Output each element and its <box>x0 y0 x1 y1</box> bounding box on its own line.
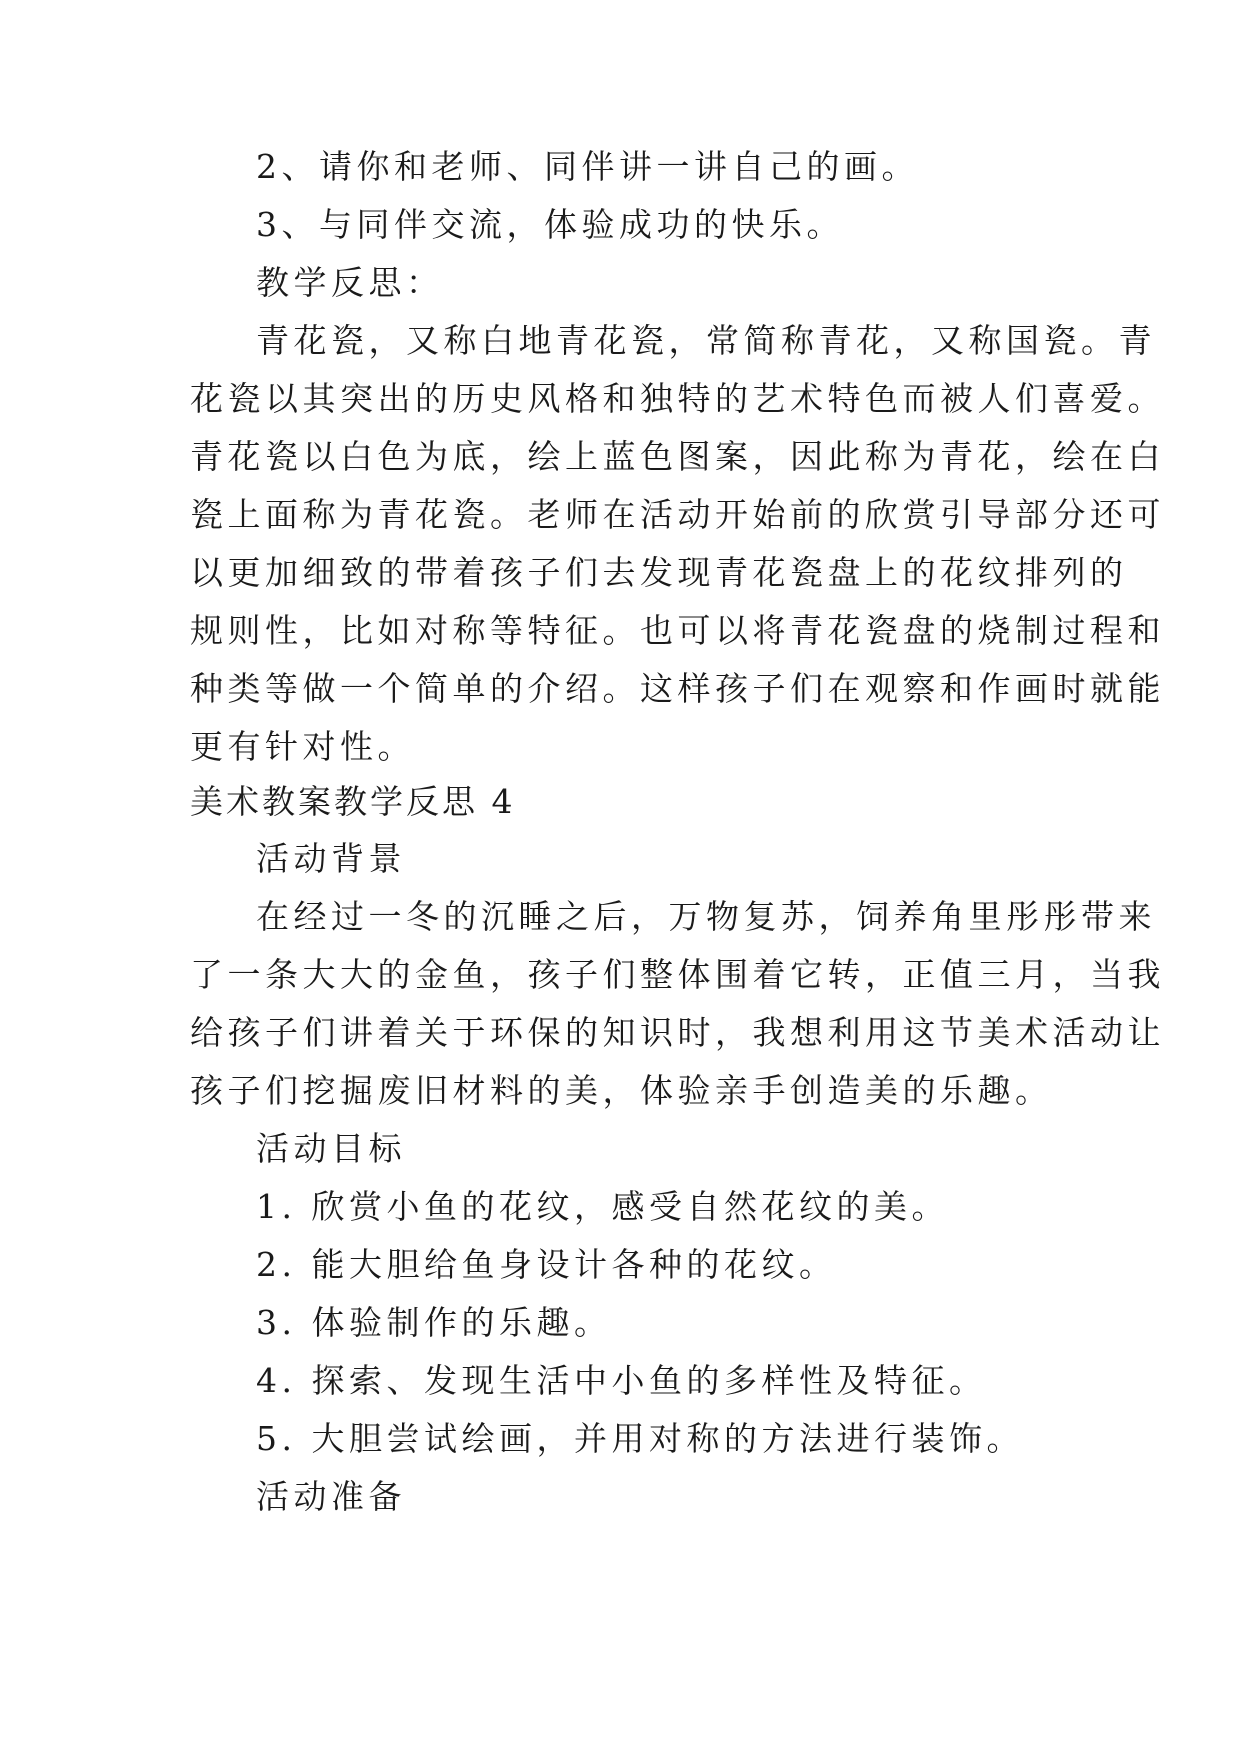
paragraph-line: 更有针对性。 <box>190 727 415 766</box>
text-line: 2、请你和老师、同伴讲一讲自己的画。 <box>256 147 919 186</box>
text-line: 教学反思： <box>256 263 444 302</box>
paragraph-line: 给孩子们讲着关于环保的知识时，我想利用这节美术活动让 <box>190 1013 1165 1052</box>
section-heading: 美术教案教学反思 4 <box>190 782 516 821</box>
list-item: 5. 大胆尝试绘画，并用对称的方法进行装饰。 <box>256 1419 1024 1458</box>
paragraph-line: 瓷上面称为青花瓷。老师在活动开始前的欣赏引导部分还可 <box>190 495 1165 534</box>
list-item: 4. 探索、发现生活中小鱼的多样性及特征。 <box>256 1361 987 1400</box>
paragraph-line: 在经过一冬的沉睡之后，万物复苏，饲养角里彤彤带来 <box>256 897 1156 936</box>
text-line: 3、与同伴交流，体验成功的快乐。 <box>256 205 844 244</box>
paragraph-line: 以更加细致的带着孩子们去发现青花瓷盘上的花纹排列的 <box>190 553 1128 592</box>
subheading: 活动目标 <box>256 1129 406 1168</box>
paragraph-line: 青花瓷以白色为底，绘上蓝色图案，因此称为青花，绘在白 <box>190 437 1165 476</box>
list-item: 1. 欣赏小鱼的花纹，感受自然花纹的美。 <box>256 1187 949 1226</box>
subheading: 活动背景 <box>256 839 406 878</box>
list-item: 2. 能大胆给鱼身设计各种的花纹。 <box>256 1245 837 1284</box>
paragraph-line: 孩子们挖掘废旧材料的美，体验亲手创造美的乐趣。 <box>190 1071 1053 1110</box>
subheading: 活动准备 <box>256 1477 406 1516</box>
list-item: 3. 体验制作的乐趣。 <box>256 1303 612 1342</box>
paragraph-line: 规则性，比如对称等特征。也可以将青花瓷盘的烧制过程和 <box>190 611 1165 650</box>
paragraph-line: 了一条大大的金鱼，孩子们整体围着它转，正值三月，当我 <box>190 955 1165 994</box>
paragraph-line: 种类等做一个简单的介绍。这样孩子们在观察和作画时就能 <box>190 669 1165 708</box>
paragraph-line: 花瓷以其突出的历史风格和独特的艺术特色而被人们喜爱。 <box>190 379 1165 418</box>
paragraph-line: 青花瓷，又称白地青花瓷，常简称青花，又称国瓷。青 <box>256 321 1156 360</box>
